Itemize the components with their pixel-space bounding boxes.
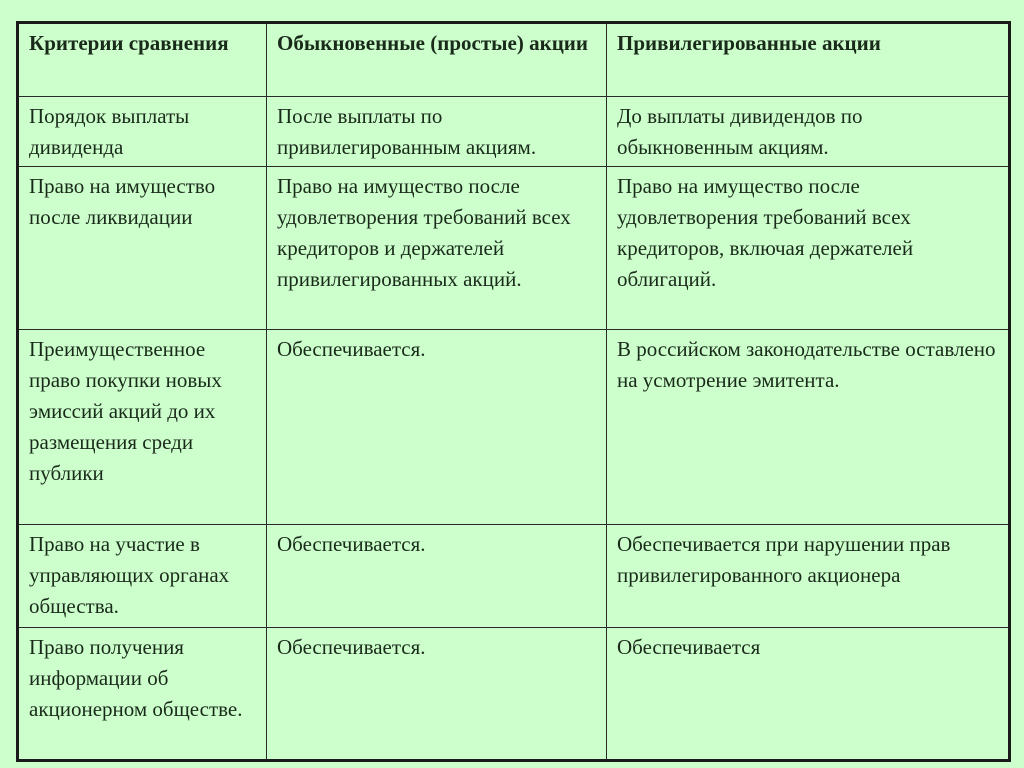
table-row — [18, 97, 1010, 167]
table-row — [18, 628, 1010, 761]
cell-common: Обеспечивается. — [267, 330, 607, 525]
table-row — [18, 330, 1010, 525]
cell-common: Право на имущество после удовлетворения требований всех кредиторов и держателей привилегированных акций. — [267, 167, 607, 330]
cell-preferred: Право на имущество после удовлетворения требований всех кредиторов, включая держателей облигаций. — [607, 167, 1010, 330]
comparison-table — [16, 21, 1011, 762]
cell-preferred: В российском законодательстве оставлено на усмотрение эмитента. — [607, 330, 1010, 525]
cell-preferred: Обеспечивается при нарушении прав привилегированного акционера — [607, 525, 1010, 628]
cell-preferred: Обеспечивается — [607, 628, 1010, 761]
cell-criterion: Право на участие в управляющих органах общества. — [18, 525, 267, 628]
header-criteria: Критерии сравнения — [18, 23, 267, 97]
header-preferred-shares: Привилегированные акции — [607, 23, 1010, 97]
table-row — [18, 525, 1010, 628]
cell-common: После выплаты по привилегированным акциям. — [267, 97, 607, 167]
cell-preferred: До выплаты дивидендов по обыкновенным акциям. — [607, 97, 1010, 167]
cell-criterion: Преимущественное право покупки новых эмиссий акций до их размещения среди публики — [18, 330, 267, 525]
header-row — [18, 23, 1010, 97]
cell-common: Обеспечивается. — [267, 628, 607, 761]
cell-criterion: Право на имущество после ликвидации — [18, 167, 267, 330]
cell-common: Обеспечивается. — [267, 525, 607, 628]
table-row — [18, 167, 1010, 330]
cell-criterion: Право получения информации об акционерном обществе. — [18, 628, 267, 761]
cell-criterion: Порядок выплаты дивиденда — [18, 97, 267, 167]
header-common-shares: Обыкновенные (простые) акции — [267, 23, 607, 97]
